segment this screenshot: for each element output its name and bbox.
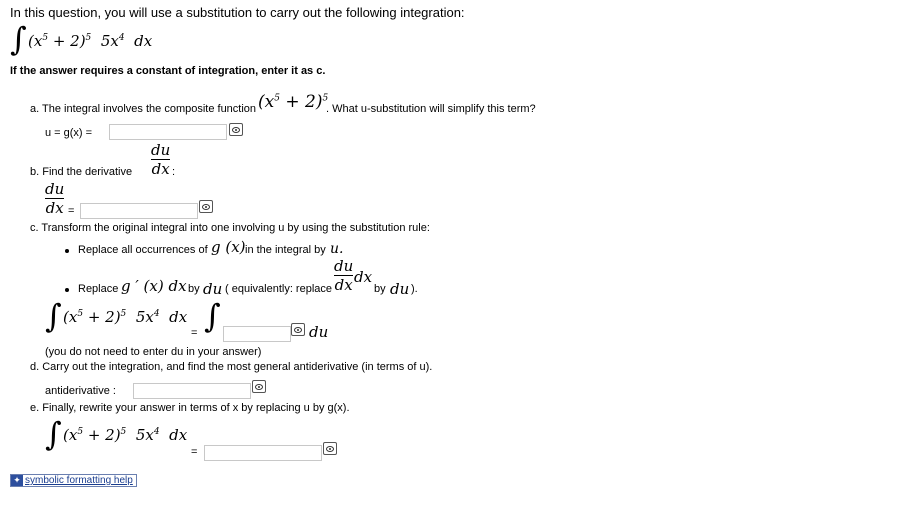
du-dx-fraction: du dx xyxy=(45,180,65,217)
antiderivative-label: antiderivative : xyxy=(45,385,116,397)
u-label: u = g(x) = xyxy=(45,127,93,139)
antiderivative-input[interactable] xyxy=(133,383,251,399)
eye-icon xyxy=(232,127,240,133)
part-a-question: . What u-substitution will simplify this term? xyxy=(326,103,536,115)
eye-icon xyxy=(326,446,334,452)
intro-text: In this question, you will use a substitution to carry out the following integration: xyxy=(10,5,465,20)
symbolic-formatting-help-button[interactable]: ✦ symbolic formatting help xyxy=(10,474,137,487)
equation-editor-button[interactable] xyxy=(199,200,213,213)
du-dx-fraction: du dx xyxy=(334,257,354,294)
part-c-label: c. Transform the original integral into one involving u by using the substitution rule: xyxy=(30,222,430,234)
eye-icon xyxy=(255,384,263,390)
derivative-input[interactable] xyxy=(80,203,198,219)
composite-function: $(x^5 + 2)^5$ xyxy=(258,92,329,112)
u-substitution-input[interactable] xyxy=(109,124,227,140)
equation-editor-button[interactable] xyxy=(229,123,243,136)
equation-editor-button[interactable] xyxy=(291,323,305,336)
part-a-label: a. The integral involves the composite function xyxy=(30,103,257,115)
equation-editor-button[interactable] xyxy=(323,442,337,455)
part-d-label: d. Carry out the integration, and find the most general antiderivative (in terms of u). xyxy=(30,361,433,373)
part-b-label: b. Find the derivative xyxy=(30,166,133,178)
part-e-label: e. Finally, rewrite your answer in terms of x by replacing u by g(x). xyxy=(30,402,350,414)
eye-icon xyxy=(294,327,302,333)
du-note: (you do not need to enter du in your answer) xyxy=(45,346,262,358)
equation-editor-button[interactable] xyxy=(252,380,266,393)
help-icon: ✦ xyxy=(11,475,23,486)
eye-icon xyxy=(202,204,210,210)
bullet xyxy=(65,249,69,253)
du-dx-fraction: du dx xyxy=(151,141,171,178)
constant-note: If the answer requires a constant of integration, enter it as c. xyxy=(10,65,326,77)
bullet xyxy=(65,288,69,292)
final-answer-input[interactable] xyxy=(204,445,322,461)
transformed-integral-input[interactable] xyxy=(223,326,291,342)
